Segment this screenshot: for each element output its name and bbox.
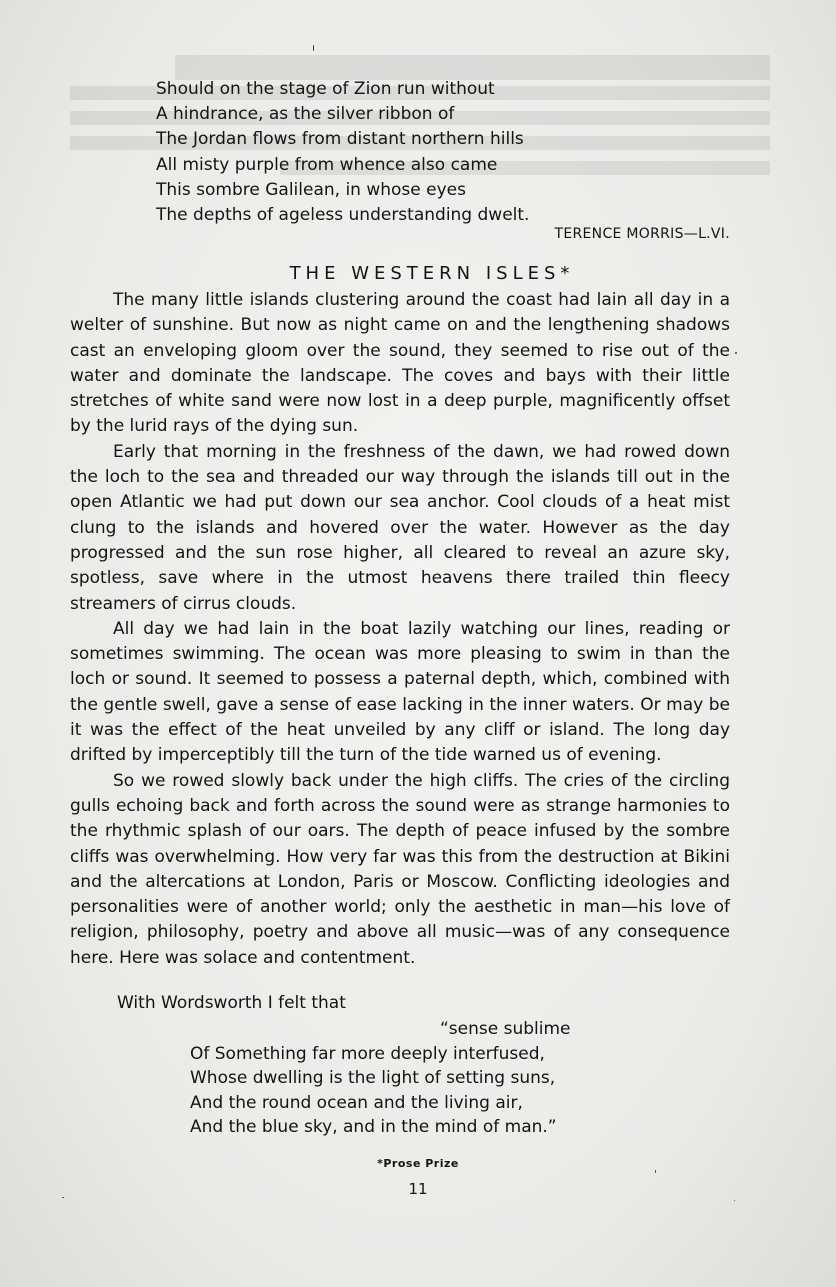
- quote-line: “sense sublime: [440, 1019, 571, 1039]
- poem-line: This sombre Galilean, in whose eyes: [156, 179, 466, 200]
- wordsworth-quote: [190, 1017, 571, 1140]
- quote-intro: With Wordsworth I felt that: [117, 993, 346, 1013]
- essay-paragraph: So we rowed slowly back under the high cliffs. The cries of the circling gulls echoing back and forth across the sound were as strange harmonies to the rhythmic splash of our oars. The depth of peace infused by the sombre cliffs was overwhelming. How very far was this from the destruction at Bikini and the altercations at London, Paris or Moscow. Conflicting ideologies and personalities were of another world; only the aesthetic in man—his love of religion, philosophy, poetry and above all music—was of any consequence here. Here was solace and contentment.: [70, 770, 730, 968]
- quote-line: Of Something far more deeply interfused,: [190, 1043, 545, 1064]
- quote-line: And the round ocean and the living air,: [190, 1092, 523, 1113]
- page-number: 11: [408, 1180, 428, 1198]
- quote-line: Whose dwelling is the light of setting suns,: [190, 1068, 556, 1088]
- poem-line: The Jordan flows from distant northern hills: [156, 129, 524, 150]
- essay-paragraph: The many little islands clustering around the coast had lain all day in a welter of sunshine. But now as night came on and the lengthening shadows cast an enveloping gloom over the sound, they seemed to rise out of the water and dominate the landscape. The coves and bays with their little stretches of white sand were now lost in a deep purple, magnificently offset by the lurid rays of the dying sun.: [70, 290, 730, 437]
- print-speck: [655, 1170, 656, 1173]
- essay-body: [70, 288, 730, 971]
- print-speck: [734, 1200, 735, 1201]
- poem-line: The depths of ageless understanding dwelt.: [156, 205, 530, 226]
- poem-line: A hindrance, as the silver ribbon of: [156, 104, 455, 125]
- print-speck: [313, 45, 314, 51]
- essay-paragraph: Early that morning in the freshness of the dawn, we had rowed down the loch to the sea and threaded our way through the islands till out in the open Atlantic we had put down our sea anchor. Cool clouds of a heat mist clung to the islands and hovered over the water. However as the day progressed and the sun rose higher, all cleared to reveal an azure sky, spotless, save where in the utmost heavens there trailed thin fleecy streamers of cirrus clouds.: [70, 441, 730, 614]
- footnote: *Prose Prize: [377, 1157, 459, 1170]
- poem-excerpt: [156, 77, 529, 228]
- print-speck: [735, 352, 737, 354]
- print-speck: [62, 1197, 64, 1198]
- poem-author: TERENCE MORRIS—L.VI.: [554, 226, 730, 242]
- essay-paragraph: All day we had lain in the boat lazily watching our lines, reading or sometimes swimming. The ocean was more pleasing to swim in than the loch or sound. It seemed to possess a paternal depth, which, combined with the gentle swell, gave a sense of ease lacking in the inner waters. Or may be it was the effect of the heat unveiled by any cliff or island. The long day drifted by imperceptibly till the turn of the tide warned us of evening.: [70, 618, 730, 766]
- poem-line: All misty purple from whence also came: [156, 154, 498, 175]
- essay-title: THE WESTERN ISLES*: [289, 263, 575, 284]
- quote-line: And the blue sky, and in the mind of man.”: [190, 1117, 557, 1137]
- poem-line: Should on the stage of Zion run without: [156, 79, 495, 99]
